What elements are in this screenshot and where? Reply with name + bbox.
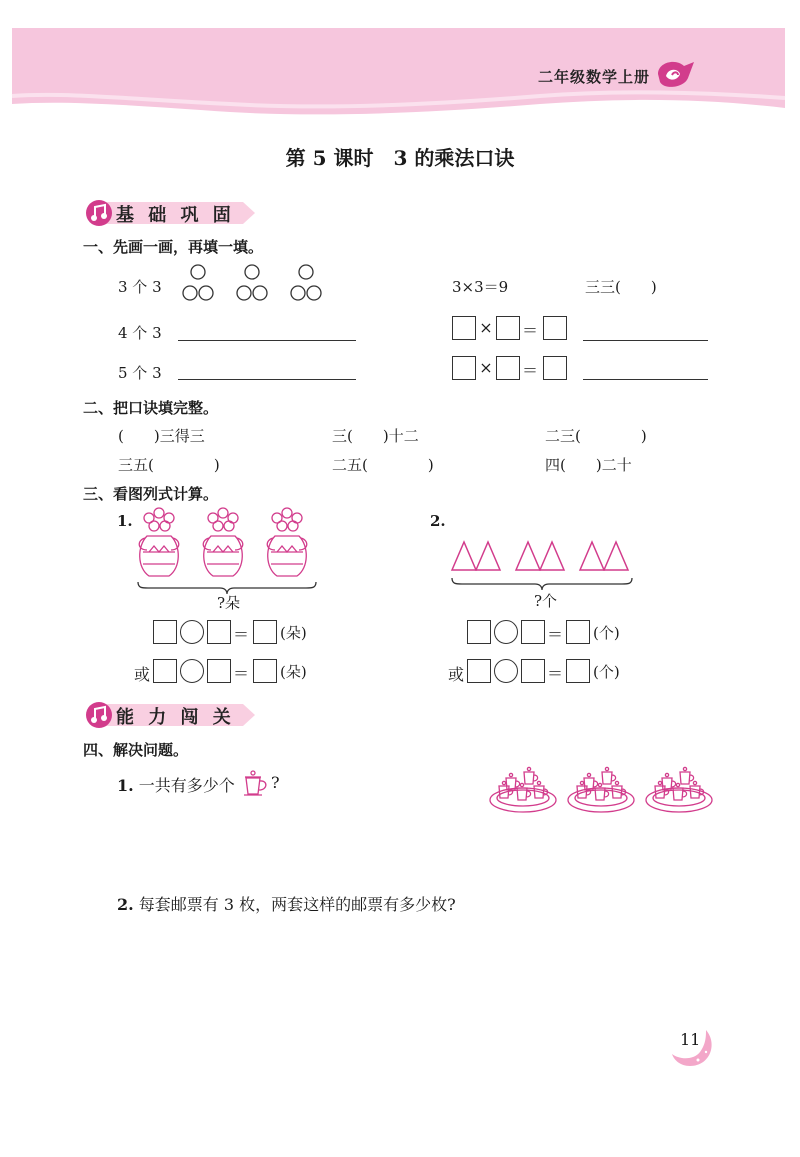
answer-box[interactable] (566, 620, 590, 644)
unit-label: (个) (593, 624, 620, 642)
problem-number: 2. (117, 895, 134, 914)
q1-row3-label: 5 个 3 (118, 364, 162, 382)
verse-item[interactable]: 三( )十二 (332, 427, 419, 445)
section-title: 能 力 闯 关 (116, 707, 235, 728)
answer-box[interactable] (496, 316, 520, 340)
book-logo-icon (654, 56, 698, 92)
answer-box[interactable] (153, 659, 177, 683)
answer-box[interactable] (521, 659, 545, 683)
q4-heading: 四、解决问题。 (83, 741, 189, 759)
verse-item[interactable]: ( )三得三 (118, 427, 205, 445)
q1-row1-label: 3 个 3 (118, 278, 162, 296)
operator-circle[interactable] (494, 659, 518, 683)
brace-label: ?个 (534, 592, 558, 610)
equals-sign: ＝ (546, 664, 563, 683)
unit-label: (朵) (280, 624, 307, 642)
q3-heading: 三、看图列式计算。 (83, 485, 219, 503)
q1-row1-verse: 三三( ) (585, 278, 657, 296)
q4-problem-1 (117, 773, 235, 796)
operator-circle[interactable] (494, 620, 518, 644)
q2-heading: 二、把口诀填完整。 (83, 399, 219, 417)
answer-box[interactable] (207, 659, 231, 683)
answer-box[interactable] (543, 356, 567, 380)
problem-number: 1. (117, 776, 134, 795)
unit-label: (朵) (280, 663, 307, 681)
problem-number: 2. (430, 512, 446, 530)
equals-sign: ＝ (521, 361, 538, 380)
equals-sign: ＝ (546, 625, 563, 644)
answer-box[interactable] (496, 356, 520, 380)
cups-on-plates-picture (488, 764, 718, 816)
section-banner-ability (83, 700, 258, 730)
or-label: 或 (134, 665, 151, 684)
triangles-picture (450, 538, 636, 572)
q1-heading: 一、先画一画，再填一填。 (83, 238, 264, 256)
verse-item[interactable]: 三五( ) (118, 456, 220, 474)
unit-label: (个) (593, 663, 620, 681)
book-title: 二年级数学上册 (538, 68, 651, 86)
answer-box[interactable] (153, 620, 177, 644)
drawing-line[interactable] (178, 379, 356, 380)
answer-box[interactable] (452, 316, 476, 340)
section-title: 基 础 巩 固 (116, 205, 235, 226)
answer-box[interactable] (467, 659, 491, 683)
lesson-title: 第 5 课时 3 的乘法口诀 (285, 146, 515, 170)
q1-row2-label: 4 个 3 (118, 324, 162, 342)
answer-box[interactable] (467, 620, 491, 644)
cup-icon (241, 768, 271, 798)
equals-sign: ＝ (232, 625, 249, 644)
music-note-icon (89, 202, 111, 224)
answer-box[interactable] (207, 620, 231, 644)
flower-vases-picture (135, 506, 320, 584)
music-note-icon (89, 704, 111, 726)
answer-box[interactable] (521, 620, 545, 644)
answer-box[interactable] (543, 316, 567, 340)
equals-sign: ＝ (232, 664, 249, 683)
times-sign: × (479, 318, 493, 337)
operator-circle[interactable] (180, 620, 204, 644)
verse-item[interactable]: 二三( ) (545, 427, 647, 445)
drawing-line[interactable] (178, 340, 356, 341)
problem-text: 每套邮票有 3 枚，两套这样的邮票有多少枚? (138, 895, 456, 914)
q1-row1-equation: 3×3＝9 (452, 278, 509, 296)
q4-problem-2 (117, 892, 456, 915)
or-label: 或 (448, 665, 465, 684)
circle-groups (176, 262, 326, 304)
verse-item[interactable]: 二五( ) (332, 456, 434, 474)
question-mark: ? (271, 773, 280, 792)
answer-box[interactable] (452, 356, 476, 380)
section-banner-basic (83, 198, 258, 228)
answer-box[interactable] (253, 659, 277, 683)
times-sign: × (479, 358, 493, 377)
verse-line[interactable] (583, 340, 708, 341)
equals-sign: ＝ (521, 321, 538, 340)
problem-text: 一共有多少个 (138, 776, 235, 795)
problem-number: 1. (117, 512, 133, 530)
verse-item[interactable]: 四( )二十 (545, 456, 632, 474)
answer-box[interactable] (253, 620, 277, 644)
operator-circle[interactable] (180, 659, 204, 683)
answer-box[interactable] (566, 659, 590, 683)
verse-line[interactable] (583, 379, 708, 380)
page-number: 11 (680, 1030, 701, 1049)
brace-label: ?朵 (217, 594, 241, 612)
